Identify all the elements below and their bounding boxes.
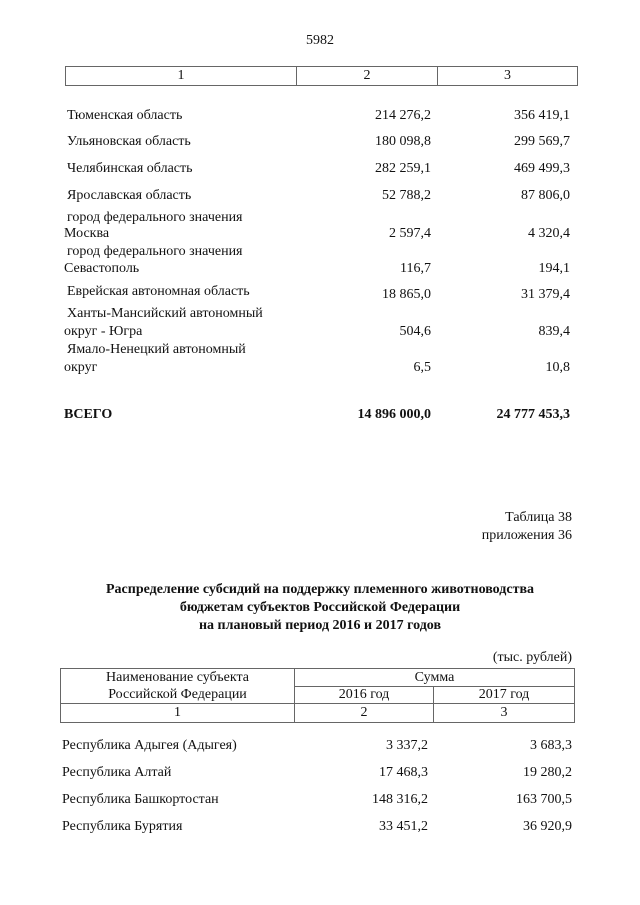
header-region-line1: Наименование субъекта (106, 670, 249, 685)
caption-line-1: Распределение субсидий на поддержку племенного животноводства (105, 582, 535, 597)
value-2016: 282 259,1 (375, 161, 431, 176)
value-2017: 194,1 (538, 261, 570, 276)
value-2016: 18 865,0 (382, 287, 431, 302)
region-name: Ульяновская область (67, 134, 191, 149)
column-number-3: 3 (434, 704, 575, 723)
value-2016: 33 451,2 (379, 819, 428, 834)
value-2017: 87 806,0 (521, 188, 570, 203)
region-name-line2: Севастополь (64, 261, 140, 276)
value-2016: 148 316,2 (372, 792, 428, 807)
value-2016: 180 098,8 (375, 134, 431, 149)
column-number-3: 3 (438, 67, 578, 86)
appendix-label: приложения 36 (481, 528, 572, 543)
value-2017: 36 920,9 (523, 819, 572, 834)
region-name-line1: Ямало-Ненецкий автономный (67, 342, 246, 357)
value-2017: 469 499,3 (514, 161, 570, 176)
value-2016: 17 468,3 (379, 765, 428, 780)
caption-line-2: бюджетам субъектов Российской Федерации (179, 600, 461, 615)
column-number-2: 2 (297, 67, 438, 86)
value-2017: 839,4 (538, 324, 570, 339)
header-year-2016: 2016 год (295, 687, 434, 704)
header-region-name (61, 669, 295, 704)
total-label: ВСЕГО (64, 407, 113, 422)
header-sum: Сумма (295, 669, 575, 687)
value-2017: 4 320,4 (528, 226, 570, 241)
column-number-1: 1 (66, 67, 297, 86)
page-number: 5982 (306, 33, 334, 48)
region-name: Тюменская область (67, 108, 183, 123)
value-2017: 19 280,2 (523, 765, 572, 780)
region-name: Республика Башкортостан (62, 792, 219, 807)
region-name-line1: Ханты-Мансийский автономный (67, 306, 263, 321)
header-year-2017: 2017 год (434, 687, 575, 704)
value-2016: 214 276,2 (375, 108, 431, 123)
region-name: Республика Бурятия (62, 819, 183, 834)
table-label: Таблица 38 (505, 510, 572, 525)
region-name: Республика Алтай (62, 765, 172, 780)
value-2017: 3 683,3 (530, 738, 572, 753)
region-name-line1: город федерального значения (67, 244, 243, 259)
region-name-line1: город федерального значения (67, 210, 243, 225)
column-number-2: 2 (295, 704, 434, 723)
header-region-line2: Российской Федерации (108, 687, 247, 702)
value-2017: 163 700,5 (516, 792, 572, 807)
value-2016: 504,6 (399, 324, 431, 339)
total-2016: 14 896 000,0 (357, 407, 431, 422)
units-note: (тыс. рублей) (492, 650, 572, 665)
bottom-table-header (60, 668, 575, 723)
value-2016: 3 337,2 (386, 738, 428, 753)
value-2017: 299 569,7 (514, 134, 570, 149)
region-name: Челябинская область (67, 161, 193, 176)
column-number-1: 1 (61, 704, 295, 723)
caption-line-3: на плановый период 2016 и 2017 годов (198, 618, 442, 633)
region-name: Республика Адыгея (Адыгея) (62, 738, 237, 753)
value-2017: 356 419,1 (514, 108, 570, 123)
region-name-line2: округ (64, 360, 98, 375)
top-table-column-numbers (65, 66, 578, 86)
value-2017: 10,8 (545, 360, 570, 375)
region-name: Ярославская область (67, 188, 192, 203)
region-name: Еврейская автономная область (67, 284, 250, 299)
region-name-line2: округ - Югра (64, 324, 143, 339)
total-2017: 24 777 453,3 (496, 407, 570, 422)
value-2016: 116,7 (400, 261, 431, 276)
value-2016: 52 788,2 (382, 188, 431, 203)
region-name-line2: Москва (64, 226, 110, 241)
value-2016: 2 597,4 (389, 226, 431, 241)
value-2016: 6,5 (413, 360, 431, 375)
value-2017: 31 379,4 (521, 287, 570, 302)
